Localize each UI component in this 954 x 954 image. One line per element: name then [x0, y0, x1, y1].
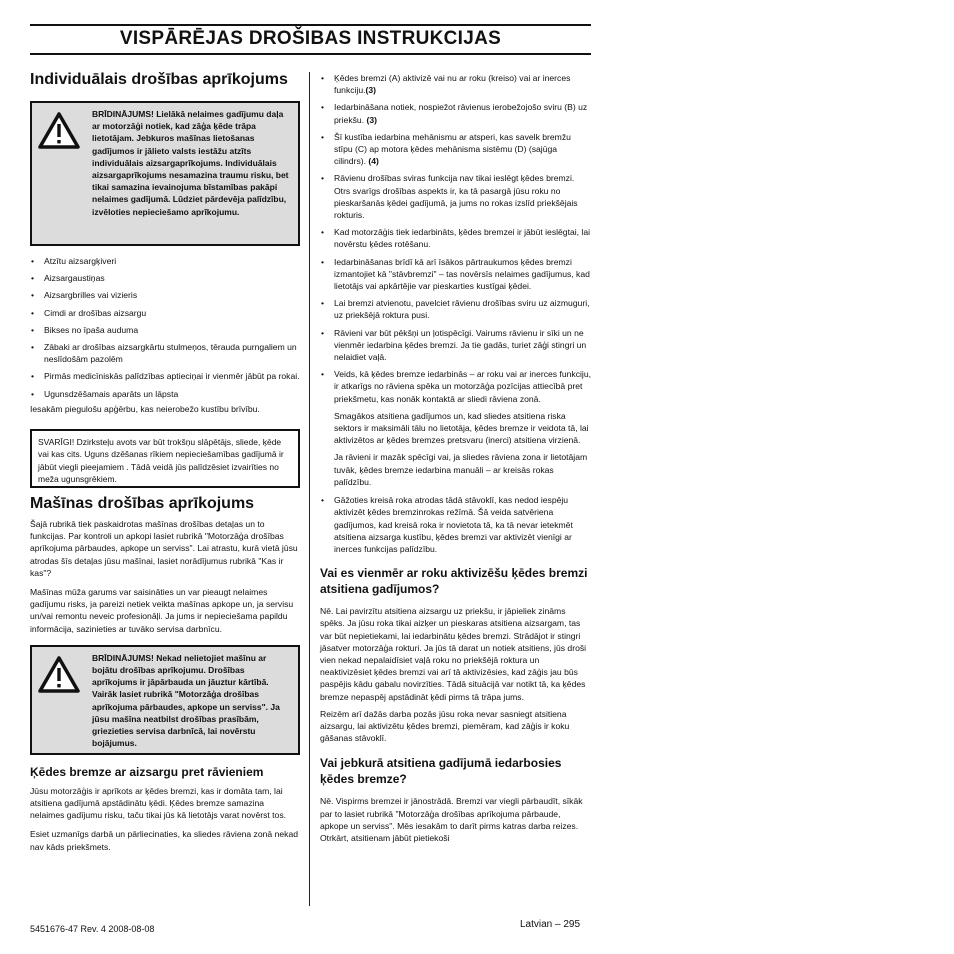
paragraph: Smagākos atsitiena gadījumos un, kad sliedes atsitiena riska sektors ir maksimāli tālu no lietotāja, ķēdes bremze ir veidota tā, lai aktivizētos ar ķēdes bremzes pretsvaru (inerci) atsitiena virzienā. [334, 410, 589, 446]
list-item: • Kad motorzāģis tiek iedarbināts, ķēdes bremzei ir jābūt ieslēgtai, lai novērstu ķēdes rotēšanu. [320, 226, 591, 250]
warning-text: BRĪDINĀJUMS! Nekad nelietojiet mašīnu ar bojātu drošības aprīkojumu. Drošības aprīkojums ir jāpārbauda un jāuztur kārtībā. Vairāk lasiet rubrikā "Motorzāģa drošības aprīkojuma pārbaudes, apkope un serviss". Ja jūsu mašīna neatbilst drošības prasībām, griezieties servisa darbnīcā, lai novērstu bojājumus. [92, 652, 280, 749]
section-title-personal-equipment: Individuālais drošības aprīkojums [30, 71, 288, 88]
list-item: • Aizsargaustiņas [30, 272, 300, 284]
list-item: • Rāvienu drošības sviras funkcija nav tikai ieslēgt ķēdes bremzi. Otrs svarīgs drošības aspekts ir, ka tā pasargā jūsu roku no pieskaršanās ķēdei gadījumā, ja jums no rokas izslīd priekšējais rokturis. [320, 172, 591, 221]
list-item: • Veids, kā ķēdes bremze iedarbinās – ar roku vai ar inerces funkciju, ir atkarīgs no rāviena spēka un motorzāģa pozīcijas attiecībā pret priekšmetu, kas nonāk kontaktā ar sliedi rāviena zonā. [320, 368, 591, 405]
warning-triangle-icon [38, 652, 82, 748]
warning-text: BRĪDINĀJUMS! Lielākā nelaimes gadījumu daļa ar motorzāģi notiek, kad zāģa ķēde trāpa lietotājam. Jebkuros mašīnas lietošanas gadījumos ir jālieto valsts iestāžu atzīts individuālais aizsargaprīkojums. Individuālais aizsargaprīkojums nesamazina traumu risku, bet tikai samazina ievainojuma bīstamības pakāpi nelaimes gadījumā. Lūdziet pārdevēja palīdzību, izvēloties nepieciešamo aprīkojumu. [92, 109, 289, 217]
page-number: Latvian – 295 [520, 919, 581, 930]
question-title: Vai jebkurā atsitiena gadījumā iedarbosies ķēdes bremze? [320, 756, 562, 787]
list-item: • Ķēdes bremzi (A) aktivizē vai nu ar roku (kreiso) vai ar inerces funkciju.(3) [320, 72, 591, 96]
header-rule-bottom [30, 53, 591, 55]
list-item: • Aizsargbrilles vai vizieris [30, 289, 300, 301]
equipment-list [30, 255, 300, 400]
list-item: • Iedarbināšana notiek, nospiežot rāvienus ierobežojošo sviru (B) uz priekšu. (3) [320, 101, 591, 125]
right-column [320, 72, 591, 844]
list-item: • Bikses no īpaša auduma [30, 324, 300, 336]
list-item: • Pirmās medicīniskās palīdzības aptieciņai ir vienmēr jābūt pa rokai. [30, 370, 300, 382]
list-item: • Lai bremzi atvienotu, pavelciet rāvienu drošības sviru uz aizmuguri, uz priekšējā roktura pusi. [320, 297, 591, 321]
list-item: • Rāvieni var būt pēkšņi un ļotispēcīgi. Vairums rāvienu ir sīki un ne vienmēr iedarbina ķēdes bremzi. Ja tie gadās, turiet zāģi stingri un nelaidiet vaļā. [320, 327, 591, 364]
important-note-box [30, 429, 300, 488]
document-number: 5451676-47 Rev. 4 2008-08-08 [30, 924, 155, 934]
column-divider [309, 72, 310, 906]
paragraph: Ja rāvieni ir mazāk spēcīgi vai, ja sliedes rāviena zona ir lietotājam tuvāk, ķēdes bremze iedarbina manuāli – ar kreisās rokas palīdzību. [334, 452, 588, 487]
paragraph: Jūsu motorzāģis ir aprīkots ar ķēdes bremzi, kas ir domāta tam, lai atsitiena gadījumā apstādinātu ķēdi. Ķēdes bremze samazina nelaimes gadījumu risku, taču tikai jūs kā lietotājs varat novērst tos. [30, 785, 287, 821]
important-note-text: SVARĪGI! Dzirksteļu avots var būt trokšņu slāpētājs, sliede, ķēde vai kas cits. Uguns dzēšanas rīkiem nepieciešamības gadījumā ir jābūt viegli pieejamiem . Tādā veidā jūs palīdzēsiet izvairīties no meža ugunsgrēkiem. [38, 437, 284, 485]
list-item: • Zābaki ar drošības aizsargkārtu stulmeņos, tērauda purngaliem un neslīdošām pazolēm [30, 341, 300, 365]
paragraph: Šajā rubrikā tiek paskaidrotas mašīnas drošības detaļas un to funkcijas. Par kontroli un apkopi lasiet rubrikā "Motorzāģa drošības aprīkojuma pārbaudes, apkope un serviss". Lai atrastu, kurā vietā jūsu atrodas šīs detaļas jūsu mašīnai, lasiet norādījumus rubrikā "Kas ir kas"? [30, 519, 298, 578]
left-column [30, 70, 300, 853]
section-title-machine-equipment: Mašīnas drošības aprīkojums [30, 495, 255, 513]
list-item: • Gāžoties kreisā roka atrodas tādā stāvoklī, kas nedod iespēju aktivizēt ķēdes bremzinrokas režīmā. Šā veida satvēriena gadījumos, kad kreisā roka ir novietota tā, ka tā nevar ietekmēt atsitiena aizsarga kustību, ķēdes bremzi var aktivizēt vienīgi ar inerces funkcijas palīdzību. [320, 494, 591, 555]
warning-box [30, 101, 300, 246]
paragraph: Reizēm arī dažās darba pozās jūsu roka nevar sasniegt atsitiena aizsargu, lai aktivizētu ķēdes bremzi, piemēram, kad zāģis ir koku gāšanas stāvoklī. [320, 708, 570, 744]
list-item: • Cimdi ar drošības aizsargu [30, 307, 300, 319]
warning-box [30, 645, 300, 755]
question-title: Vai es vienmēr ar roku aktivizēšu ķēdes bremzi atsitiena gadījumos? [320, 566, 588, 597]
header-rule-top [30, 24, 591, 26]
list-item: • Šī kustība iedarbina mehānismu ar atsperi, kas savelk bremžu stīpu (C) ap motora ķēdes mehānisma sistēmu (D) (sajūga cilindrs). (4) [320, 131, 591, 168]
page-title: VISPĀRĒJAS DROŠIBAS INSTRUKCIJAS [119, 28, 502, 49]
clothing-note: Iesakām piegulošu apģērbu, kas neierobežo kustību brīvību. [30, 403, 260, 414]
chain-brake-list [320, 72, 591, 405]
list-item: • Atzītu aizsargķiveri [30, 255, 300, 267]
gripping-list [320, 494, 591, 555]
subsection-title-chain-brake: Ķēdes bremze ar aizsargu pret rāvieniem [30, 764, 264, 779]
paragraph: Mašīnas mūža garums var saisināties un var pieaugt nelaimes gadījumu risks, ja pareizi netiek veikta mašīnas apkope un, ja servisu un/vai remontu neveic profesionāļi. Ja jums ir nepieciešama papildu informācija, sazinieties ar tuvāko servisa darbnīcu. [30, 587, 294, 634]
list-item: • Ugunsdzēšamais aparāts un lāpsta [30, 388, 300, 400]
paragraph: Esiet uzmanīgs darbā un pārliecinaties, ka sliedes rāviena zonā nekad nav kāds priekšmets. [30, 829, 298, 852]
paragraph: Nē. Lai pavirzītu atsitiena aizsargu uz priekšu, ir jāpieliek zināms spēks. Ja jūsu roka tikai aizķer un pieskaras atsitiena aizsargam, tas var būt nepietiekami, lai iedarbinātu ķēdes bremzi. Strādājot ir stingri jāsatver motorzāģa rokturi. Ja jūs tā darat un notiek atsitiens, jūs droši vien nekad nepalaidīsiet vaļā roku no priekšējā roktura un neaktivizēsiet ķēdes bremzi vai arī tā aktivizēsies, kad zāģis jau būs paspējis kādu gabalu novirzīties. Tādā situācijā var notikt tā, ka ķēdes bremze nepaspēj apstādināt ķēdi pirms tā trāpa jums. [320, 606, 587, 702]
paragraph: Nē. Vispirms bremzei ir jānostrādā. Bremzi var viegli pārbaudīt, sīkāk par to lasiet rubrikā "Motorzāģa drošības aprīkojuma pārbaude, apkope un serviss". Mēs iesakām to darīt pirms katras darba reizes. Otrkārt, atsitienam jābūt pietiekoši [320, 796, 583, 843]
warning-triangle-icon [38, 108, 82, 239]
list-item: • Iedarbināšanas brīdī kā arī īsākos pārtraukumos ķēdes bremzi izmantojiet kā "stāvbremzi" – tas novērsīs nelaimes gadījumus, kad lietotājs vai apkārtējie var pieskarties kustīgai ķēdei. [320, 256, 591, 293]
